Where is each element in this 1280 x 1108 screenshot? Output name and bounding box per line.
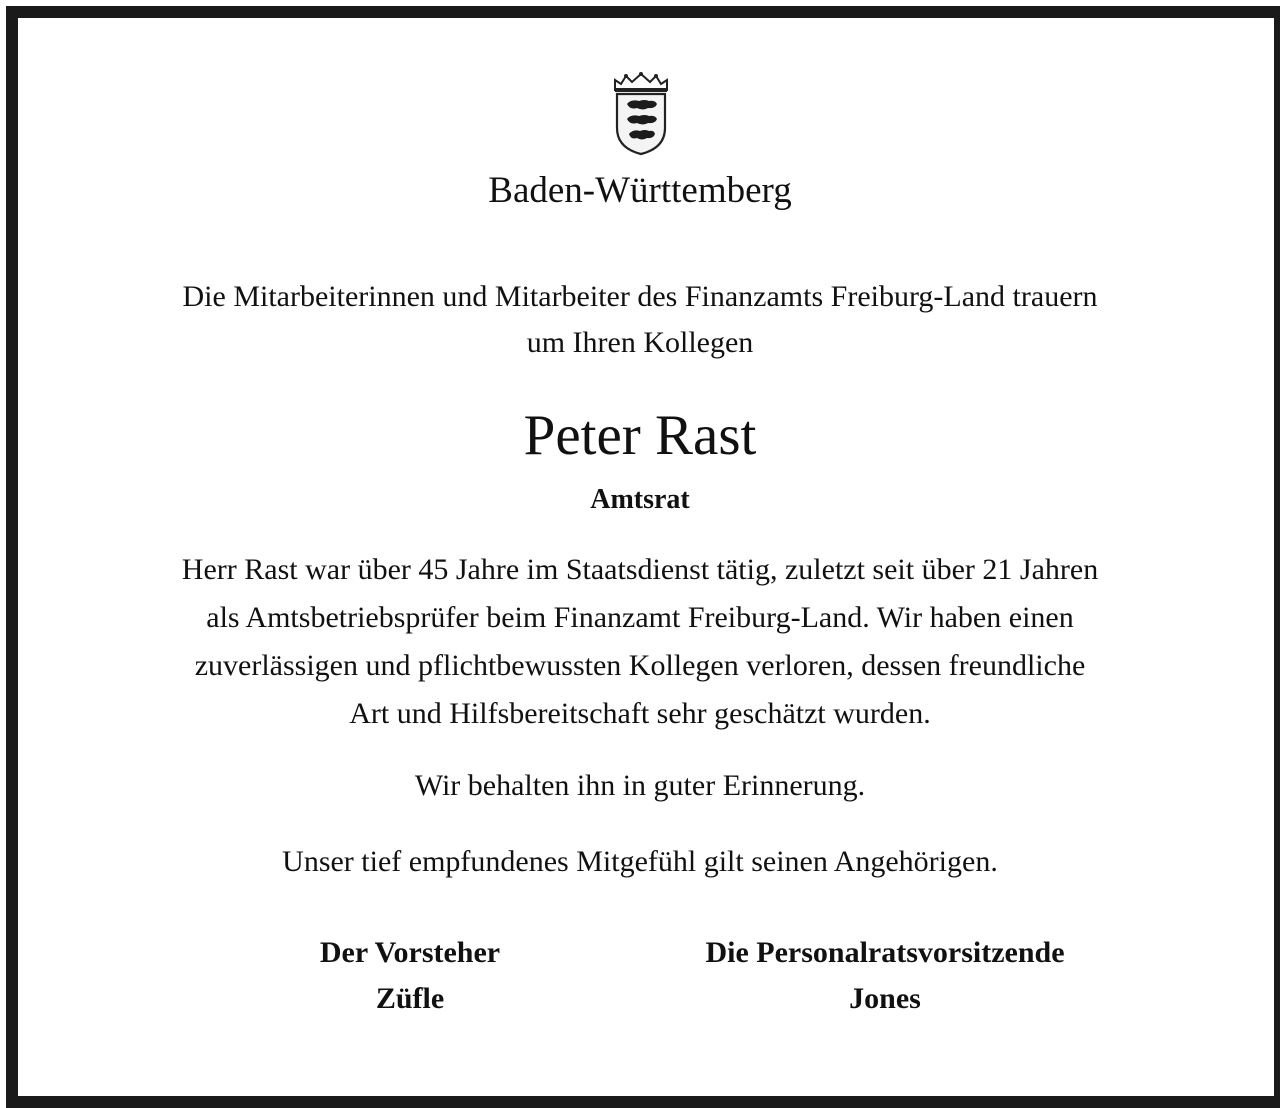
intro-text: [80, 274, 1200, 366]
intro-line: um Ihren Kollegen: [526, 326, 754, 359]
signature-name: Jones: [849, 982, 921, 1015]
signature-staff-council-chair: [640, 930, 1130, 1022]
tribute-line: als Amtsbetriebsprüfer beim Finanzamt Freiburg-Land. Wir haben einen: [206, 601, 1074, 634]
intro-line: Die Mitarbeiterinnen und Mitarbeiter des Finanzamts Freiburg-Land trauern: [182, 280, 1098, 313]
signature-role: Die Personalratsvorsitzende: [705, 936, 1065, 969]
tribute-line: zuverlässigen und pflichtbewussten Kollegen verloren, dessen freundliche: [194, 649, 1086, 682]
signature-name: Züfle: [375, 982, 445, 1015]
signature-head-of-office: [250, 930, 570, 1022]
deceased-name: Peter Rast: [523, 404, 757, 467]
baden-wuerttemberg-coat-of-arms-icon: [612, 72, 670, 156]
remembrance-text: Wir behalten ihn in guter Erinnerung.: [414, 769, 866, 802]
tribute-line: Herr Rast war über 45 Jahre im Staatsdienst tätig, zuletzt seit über 21 Jahren: [181, 553, 1099, 586]
signature-role: Der Vorsteher: [319, 936, 501, 969]
state-name: Baden-Württemberg: [488, 170, 792, 211]
deceased-title: Amtsrat: [590, 484, 690, 515]
sympathy-text: Unser tief empfundenes Mitgefühl gilt seinen Angehörigen.: [282, 845, 998, 878]
tribute-text: [80, 546, 1200, 738]
tribute-line: Art und Hilfsbereitschaft sehr geschätzt wurden.: [349, 697, 931, 730]
